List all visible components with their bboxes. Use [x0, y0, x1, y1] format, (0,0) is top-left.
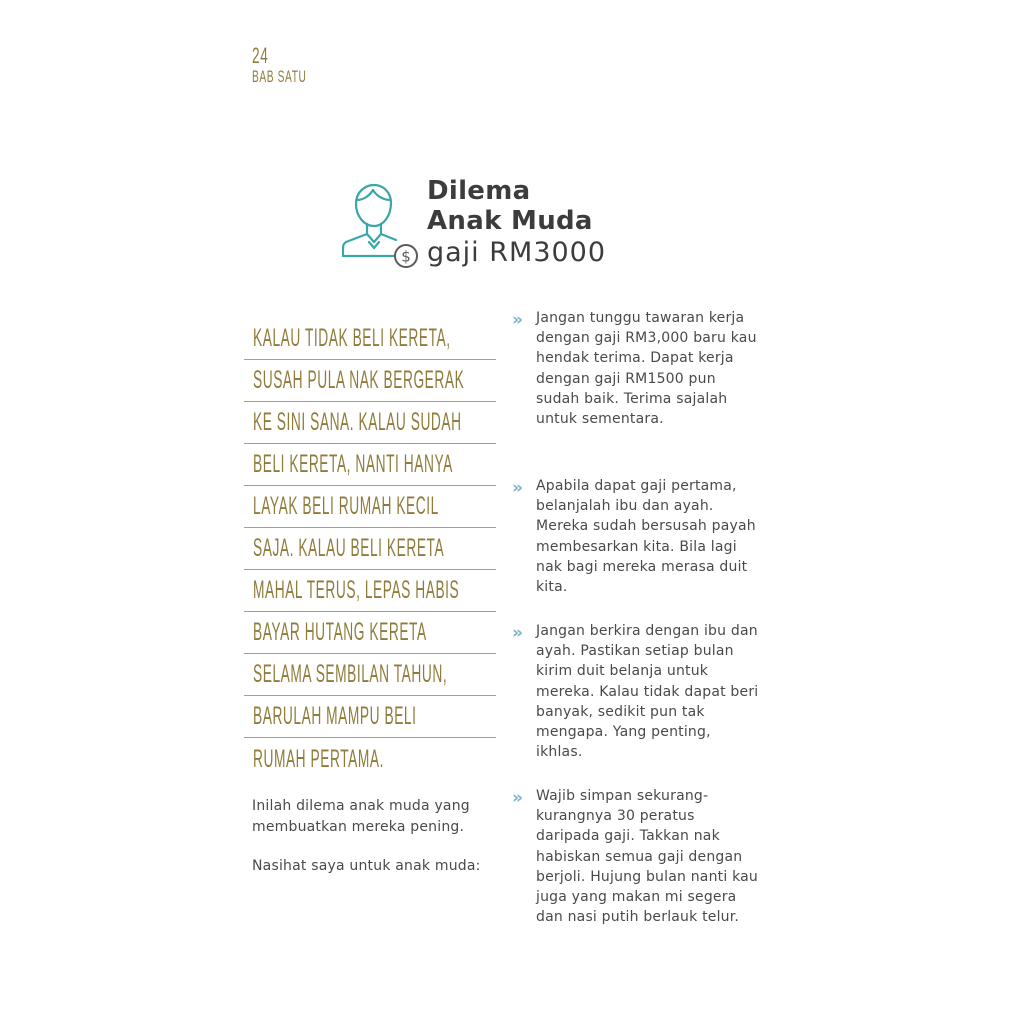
quote-line: BARULAH MAMPU BELI [244, 696, 496, 738]
body-paragraph: Nasihat saya untuk anak muda: [252, 858, 481, 874]
advice-text: Jangan berkira dengan ibu dan ayah. Pastikan setiap bulan kirim duit belanja untuk mereka. Kalau tidak dapat beri banyak, sedikit pun tak mengapa. Yang penting, ikhlas. [536, 623, 759, 761]
body-text [252, 796, 502, 896]
list-item [510, 476, 760, 621]
body-paragraph: Inilah dilema anak muda yang membuatkan mereka pening. [252, 798, 470, 835]
quote-line: SELAMA SEMBILAN TAHUN, [244, 654, 496, 696]
double-chevron-icon: » [512, 788, 523, 808]
quote-line: LAYAK BELI RUMAH KECIL [244, 486, 496, 528]
quote-line: BELI KERETA, NANTI HANYA [244, 444, 496, 486]
quote-line: SUSAH PULA NAK BERGERAK [244, 360, 496, 402]
section-title-block [340, 176, 640, 276]
list-item [510, 621, 760, 786]
person-money-icon [340, 182, 422, 270]
double-chevron-icon: » [512, 623, 523, 643]
quote-line: KE SINI SANA. KALAU SUDAH [244, 402, 496, 444]
title-line-2: Anak Muda [427, 206, 593, 236]
quote-line: SAJA. KALAU BELI KERETA [244, 528, 496, 570]
quote-line: KALAU TIDAK BELI KERETA, [244, 318, 496, 360]
advice-list [510, 308, 760, 927]
title-line-1: Dilema [427, 176, 531, 206]
page-header [252, 44, 343, 86]
list-item [510, 786, 760, 927]
quote-line: MAHAL TERUS, LEPAS HABIS [244, 570, 496, 612]
pull-quote [244, 318, 496, 780]
title-text [427, 176, 606, 269]
quote-line: BAYAR HUTANG KERETA [244, 612, 496, 654]
advice-text: Wajib simpan sekurang-kurangnya 30 peratus daripada gaji. Takkan nak habiskan semua gaji dengan berjoli. Hujung bulan nanti kau juga yang makan mi segera dan nasi putih berlauk telur. [536, 788, 758, 926]
svg-text:$: $ [401, 247, 411, 266]
double-chevron-icon: » [512, 478, 523, 498]
advice-text: Jangan tunggu tawaran kerja dengan gaji RM3,000 baru kau hendak terima. Dapat kerja dengan gaji RM1500 pun sudah baik. Terima sajalah untuk sementara. [536, 310, 757, 428]
page-number: 24 [252, 43, 269, 68]
title-line-3: gaji RM3000 [427, 237, 607, 268]
advice-text: Apabila dapat gaji pertama, belanjalah ibu dan ayah. Mereka sudah bersusah payah membesarkan kita. Bila lagi nak bagi mereka merasa duit kita. [536, 478, 756, 596]
quote-line: RUMAH PERTAMA. [253, 744, 384, 773]
chapter-label: BAB SATU [252, 67, 307, 86]
double-chevron-icon: » [512, 310, 523, 330]
dollar-coin-icon [395, 245, 417, 267]
list-item [510, 308, 760, 476]
